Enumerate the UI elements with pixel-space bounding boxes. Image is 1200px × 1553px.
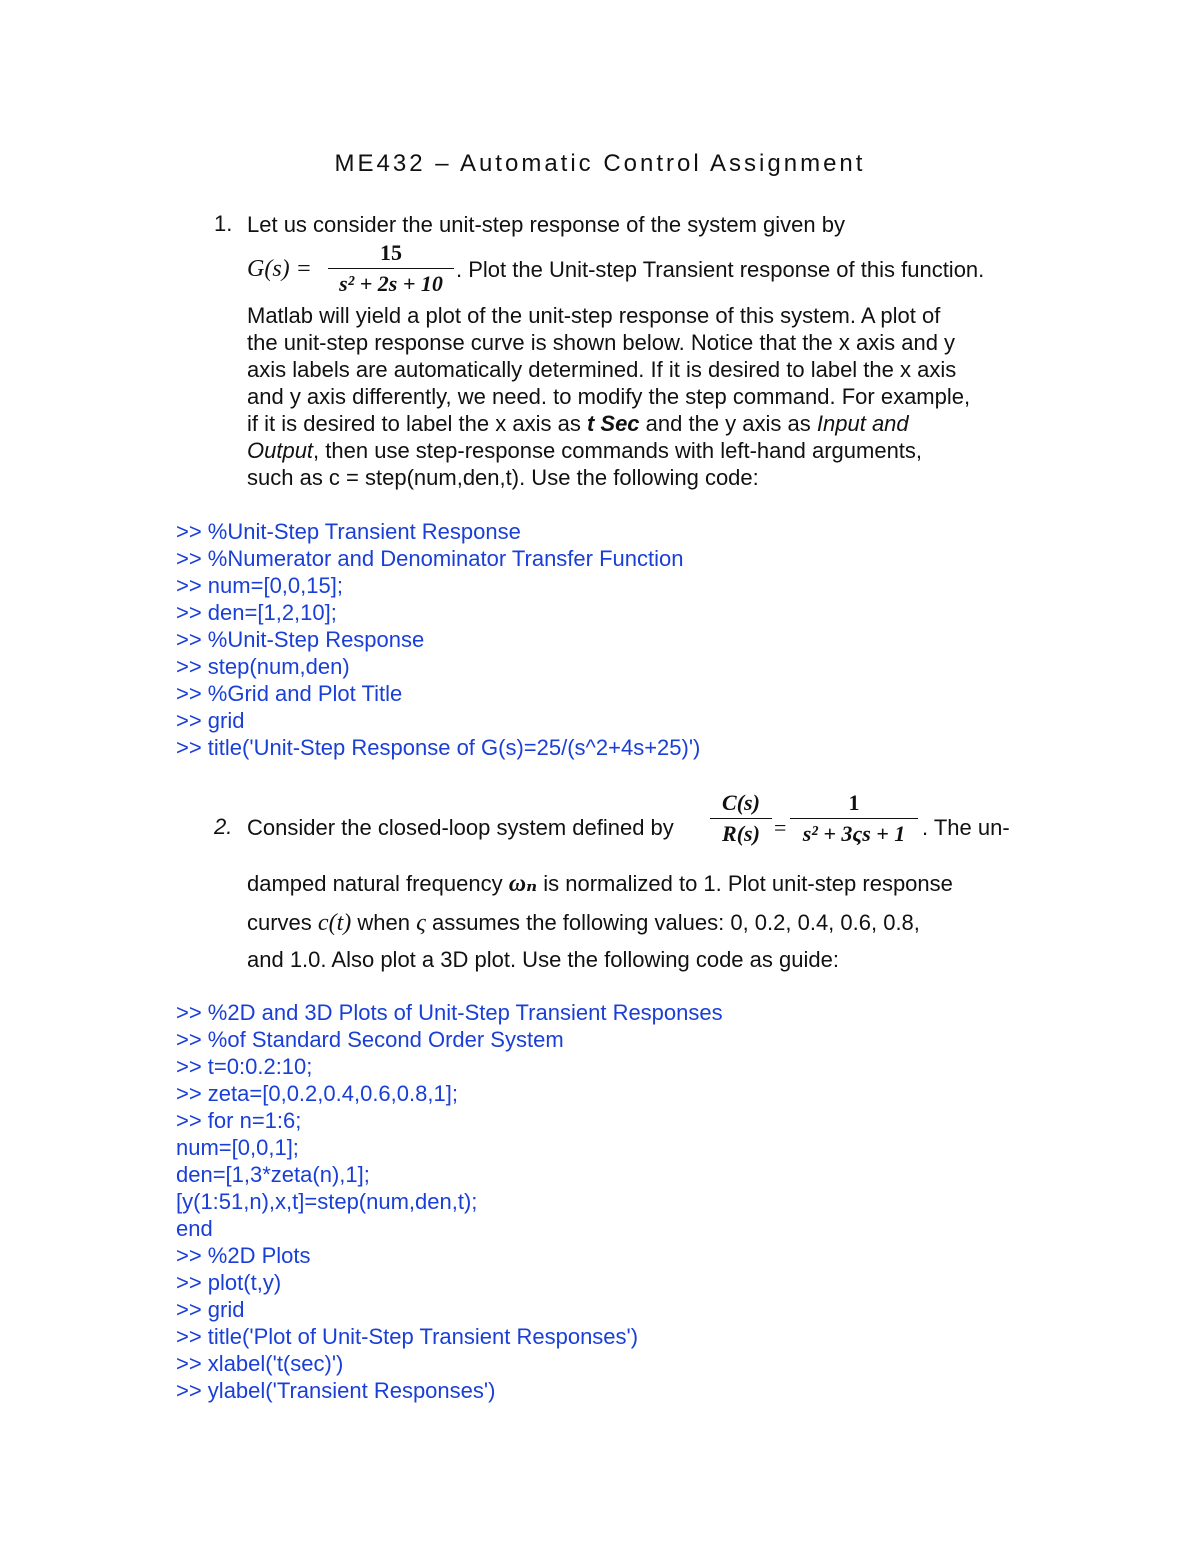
code-line: >> zeta=[0,0.2,0.4,0.6,0.8,1];	[176, 1081, 458, 1106]
equals-sign: =	[774, 815, 787, 840]
code-line: >> for n=1:6;	[176, 1108, 302, 1133]
line-5-part-a: if it is desired to label the x axis as	[247, 411, 581, 436]
code-line: >> plot(t,y)	[176, 1270, 282, 1295]
code-line: >> grid	[176, 708, 245, 733]
code-block-1	[176, 518, 1076, 761]
code-line: >> num=[0,0,15];	[176, 573, 343, 598]
fraction-bar	[328, 268, 454, 269]
question-1-line-1: Matlab will yield a plot of the unit-step response of this system. A plot of	[247, 303, 941, 328]
question-1-line-7: such as c = step(num,den,t). Use the following code:	[247, 465, 759, 490]
t-sec-label: t Sec	[586, 411, 640, 436]
question-2-line-3	[247, 909, 1047, 937]
ratio-c-over-r	[710, 790, 772, 847]
question-1-after-formula: . Plot the Unit-step Transient response of this function.	[456, 257, 985, 282]
question-2-intro: Consider the closed-loop system defined by	[247, 815, 674, 840]
question-1-line-2: the unit-step response curve is shown below. Notice that the x axis and y	[247, 330, 956, 355]
tf2-numerator: 1	[848, 790, 860, 815]
code-block-2	[176, 999, 1076, 1404]
line-2-part-b: is normalized to 1. Plot unit-step response	[543, 871, 953, 896]
transfer-function-2	[790, 790, 918, 847]
line-2-part-a: damped natural frequency	[247, 871, 503, 896]
omega-n-symbol: ωₙ	[508, 871, 538, 897]
question-1-line-5	[247, 410, 1047, 437]
input-and-label: Input and	[816, 411, 909, 436]
code-line: >> %Unit-Step Transient Response	[176, 519, 521, 544]
code-line: >> t=0:0.2:10;	[176, 1054, 313, 1079]
line-6-part-b: , then use step-response commands with left-hand arguments,	[313, 438, 923, 463]
tf1-denominator: s² + 2s + 10	[339, 271, 443, 296]
question-1-line-6	[247, 437, 1047, 464]
code-line: >> %Unit-Step Response	[176, 627, 425, 652]
code-line: >> %2D Plots	[176, 1243, 311, 1268]
page-title: ME432 – Automatic Control Assignment	[334, 150, 866, 177]
output-label: Output	[247, 438, 314, 463]
line-3-part-b: when	[357, 910, 410, 935]
question-2-number: 2.	[214, 814, 233, 839]
question-1-number: 1.	[214, 211, 233, 236]
transfer-function-1	[328, 240, 454, 297]
c-of-s: C(s)	[722, 790, 760, 815]
r-of-s: R(s)	[722, 821, 760, 846]
code-line: >> den=[1,2,10];	[176, 600, 337, 625]
question-1-intro: Let us consider the unit-step response of the system given by	[247, 212, 845, 237]
code-line: >> title('Unit-Step Response of G(s)=25/(s^2+4s+25)')	[176, 735, 701, 760]
code-line: >> %Grid and Plot Title	[176, 681, 403, 706]
zeta-symbol: ς	[416, 910, 426, 936]
fraction-bar	[790, 818, 918, 819]
question-2-line-2	[247, 870, 1047, 898]
line-5-part-c: and the y axis as	[645, 411, 811, 436]
tf1-numerator: 15	[380, 240, 402, 265]
g-of-s-label: G(s) =	[247, 256, 312, 282]
code-line: >> title('Plot of Unit-Step Transient Responses')	[176, 1324, 639, 1349]
question-2-after-formula: . The un-	[922, 815, 1010, 840]
code-line: >> grid	[176, 1297, 245, 1322]
tf2-denominator: s² + 3ςs + 1	[802, 821, 906, 846]
question-2-line-4: and 1.0. Also plot a 3D plot. Use the following code as guide:	[247, 947, 839, 972]
code-line: >> ylabel('Transient Responses')	[176, 1378, 496, 1403]
code-line: >> %Numerator and Denominator Transfer Function	[176, 546, 684, 571]
code-line: den=[1,3*zeta(n),1];	[176, 1162, 370, 1187]
code-line: [y(1:51,n),x,t]=step(num,den,t);	[176, 1189, 478, 1214]
question-1-line-4: and y axis differently, we need. to modify the step command. For example,	[247, 384, 971, 409]
code-line: >> %of Standard Second Order System	[176, 1027, 564, 1052]
code-line: >> xlabel('t(sec)')	[176, 1351, 344, 1376]
fraction-bar	[710, 818, 772, 819]
line-3-part-c: assumes the following values: 0, 0.2, 0.4, 0.6, 0.8,	[431, 910, 920, 935]
code-line: num=[0,0,1];	[176, 1135, 299, 1160]
question-1-line-3: axis labels are automatically determined. If it is desired to label the x axis	[247, 357, 957, 382]
c-of-t-symbol: c(t)	[317, 910, 352, 936]
code-line: >> step(num,den)	[176, 654, 350, 679]
code-line: >> %2D and 3D Plots of Unit-Step Transient Responses	[176, 1000, 723, 1025]
code-line: end	[176, 1216, 213, 1241]
line-3-part-a: curves	[247, 910, 312, 935]
